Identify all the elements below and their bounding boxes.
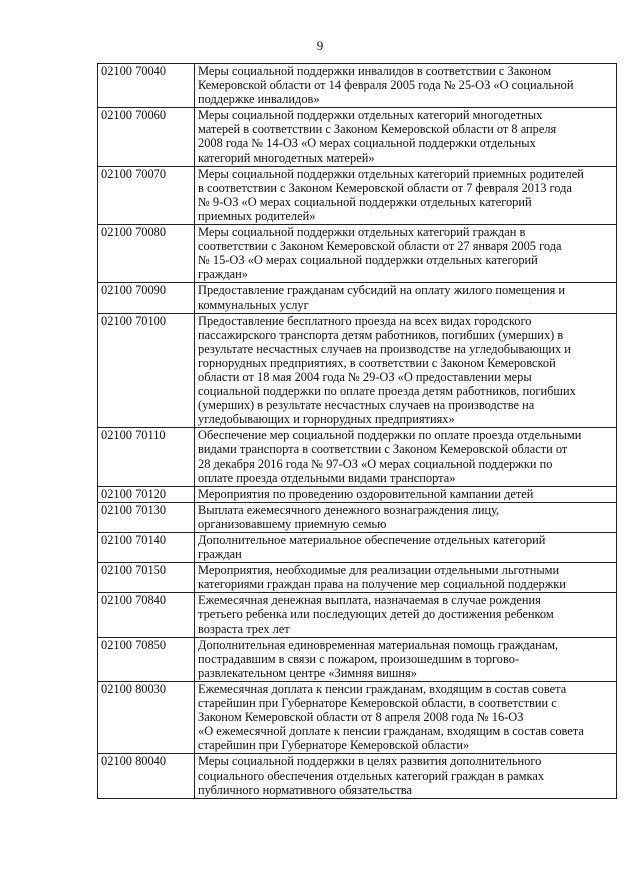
expenditure-description [195,533,617,563]
classification-code: 02100 70150 [98,563,195,593]
table-row [98,64,617,108]
expenditure-description [195,166,617,224]
description-line: старейшин при Губернаторе Кемеровской области, в соответствии с [198,696,557,711]
description-line: приемных родителей» [198,208,316,223]
description-line: № 9-ОЗ «О мерах социальной поддержки отдельных категорий [198,194,532,209]
description-line: Меры социальной поддержки отдельных категорий граждан в [198,225,526,240]
description-line: Мероприятия, необходимые для реализации отдельными льготными [198,563,560,578]
description-line: Меры социальной поддержки отдельных категорий многодетных [198,108,543,123]
description-line: результате несчастных случаев на производстве на угледобывающих и [198,341,571,356]
description-line: коммунальных услуг [198,297,309,312]
table-row [98,225,617,283]
description-line: Ежемесячная доплата к пенсии гражданам, входящим в состав совета [198,681,567,696]
description-line: Меры социальной поддержки инвалидов в соответствии с Законом [198,64,552,78]
description-line: пассажирского транспорта детям работников, погибших (умерших) в [198,327,564,342]
description-line: 2008 года № 14-ОЗ «О мерах социальной поддержки отдельных [198,136,536,151]
page-number: 9 [316,38,324,53]
description-line: соответствии с Законом Кемеровской области от 27 января 2005 года [198,239,562,254]
description-line: Дополнительная единовременная материальная помощь гражданам, [198,637,559,652]
description-line: возраста трех лет [198,621,290,636]
table-body [98,64,617,799]
description-line: горнорудных предприятиях, в соответствии с Законом Кемеровской [198,355,556,370]
description-line: угледобывающих и горнорудных предприятиях» [198,412,455,427]
table-row [98,593,617,637]
expenditure-description [195,502,617,532]
description-line: граждан» [198,267,248,282]
expenditure-description [195,108,617,166]
table-row [98,486,617,502]
description-line: развлекательном центре «Зимняя вишня» [198,665,417,680]
table-row [98,166,617,224]
description-line: Меры социальной поддержки в целях развития дополнительного [198,754,542,769]
expenditure-description [195,428,617,486]
classification-code: 02100 70140 [98,533,195,563]
description-line: Мероприятия по проведению оздоровительной кампании детей [198,486,534,501]
expenditure-description [195,681,617,753]
table-row [98,637,617,681]
description-line: (умерших) в результате несчастных случаев на производстве на [198,398,535,413]
description-line: категорий многодетных матерей» [198,150,375,165]
description-line: Кемеровской области от 14 февраля 2005 года № 25-ОЗ «О социальной [198,78,574,93]
description-line: видами транспорта в соответствии с Законом Кемеровской области от [198,442,568,457]
table-row [98,533,617,563]
table-row [98,681,617,753]
description-line: Выплата ежемесячного денежного вознаграждения лицу, [198,502,500,517]
description-line: Меры социальной поддержки отдельных категорий приемных родителей [198,166,584,181]
description-line: пострадавшим в связи с пожаром, произошедшим в торгово- [198,651,520,666]
description-line: в соответствии с Законом Кемеровской области от 7 февраля 2013 года [198,180,572,195]
classification-code: 02100 70110 [98,428,195,486]
table-row [98,283,617,313]
description-line: Ежемесячная денежная выплата, назначаемая в случае рождения [198,593,541,608]
classification-code: 02100 70060 [98,108,195,166]
classification-code: 02100 80030 [98,681,195,753]
description-line: публичного нормативного обязательства [198,782,412,797]
description-line: социальной поддержки по оплате проезда детям работников, погибших [198,384,576,399]
classification-code: 02100 70070 [98,166,195,224]
description-line: 28 декабря 2016 года № 97-ОЗ «О мерах социальной поддержки по [198,456,553,471]
expenditure-description [195,637,617,681]
description-line: матерей в соответствии с Законом Кемеровской области от 8 апреля [198,122,557,137]
description-line: области от 18 мая 2004 года № 29-ОЗ «О предоставлении меры [198,369,532,384]
expenditure-description [195,283,617,313]
table-row [98,502,617,532]
table-row [98,108,617,166]
table-row [98,563,617,593]
description-line: Предоставление бесплатного проезда на всех видах городского [198,313,532,328]
description-line: старейшин при Губернаторе Кемеровской области» [198,738,470,753]
description-line: социального обеспечения отдельных категорий граждан в рамках [198,768,545,783]
expenditure-description [195,563,617,593]
description-line: граждан [198,547,242,562]
description-line: организовавшему приемную семью [198,516,387,531]
classification-code: 02100 70850 [98,637,195,681]
description-line: № 15-ОЗ «О мерах социальной поддержки отдельных категорий [198,253,538,268]
description-line: Законом Кемеровской области от 8 апреля 2008 года № 16-ОЗ [198,710,524,725]
description-line: «О ежемесячной доплате к пенсии гражданам, входящим в состав совета [198,724,584,739]
description-line: Дополнительное материальное обеспечение отдельных категорий [198,533,546,547]
expenditure-description [195,754,617,798]
expenditure-description [195,225,617,283]
classification-code: 02100 70130 [98,502,195,532]
expenditure-description [195,486,617,502]
budget-classification-table [97,63,617,799]
table-row [98,428,617,486]
classification-code: 02100 70090 [98,283,195,313]
description-line: Обеспечение мер социальной поддержки по оплате проезда отдельными [198,428,582,443]
expenditure-description [195,593,617,637]
classification-code: 02100 70120 [98,486,195,502]
description-line: третьего ребенка или последующих детей до достижения ребенком [198,607,554,622]
classification-code: 02100 70040 [98,64,195,108]
classification-code: 02100 70840 [98,593,195,637]
classification-code: 02100 80040 [98,754,195,798]
description-line: оплате проезда отдельными видами транспорта» [198,470,456,485]
classification-code: 02100 70100 [98,313,195,428]
description-line: категориями граждан права на получение мер социальной поддержки [198,577,566,592]
expenditure-description [195,64,617,108]
description-line: Предоставление гражданам субсидий на оплату жилого помещения и [198,283,566,298]
classification-code: 02100 70080 [98,225,195,283]
table-row [98,754,617,798]
table-row [98,313,617,428]
description-line: поддержке инвалидов» [198,92,320,107]
expenditure-description [195,313,617,428]
